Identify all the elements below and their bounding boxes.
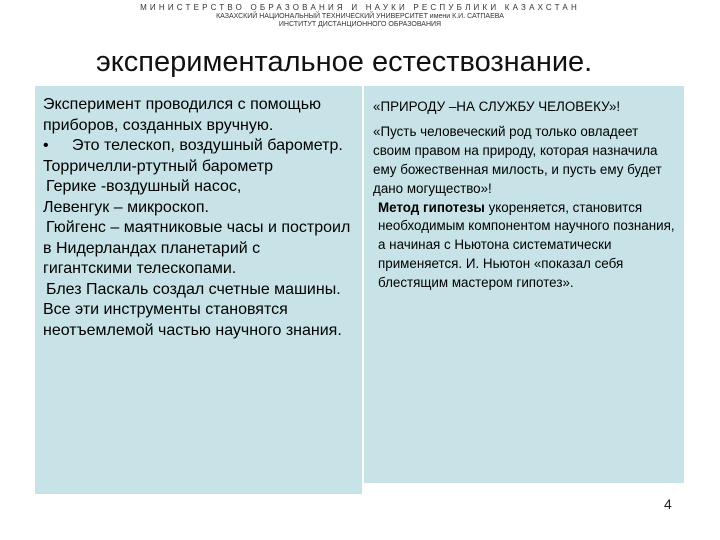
left-text-panel — [35, 86, 362, 494]
ministry-header: МИНИСТЕРСТВО ОБРАЗОВАНИЯ И НАУКИ РЕСПУБЛИКИ КАЗАХСТАН — [140, 3, 580, 12]
institute-header: ИНСТИТУТ ДИСТАНЦИОННОГО ОБРАЗОВАНИЯ — [278, 21, 442, 28]
left-paragraph-1: Эксперимент проводился с помощью приборов, созданных вручную. — [43, 96, 322, 134]
left-paragraph-6: Блез Паскаль создал счетные машины. — [46, 280, 341, 298]
quote-text: «Пусть человеческий род только овладеет своим правом на природу, которая назначила ему божественная милость, и пусть ему будет дано могущество»! — [373, 123, 662, 196]
left-paragraph-3: Герике -воздушный насос, — [46, 178, 242, 195]
university-header: КАЗАХСКИЙ НАЦИОНАЛЬНЫЙ ТЕХНИЧЕСКИЙ УНИВЕРСИТЕТ имени К.И. САТПАЕВА — [216, 13, 504, 20]
left-paragraph-4: Левенгук – микроскоп. — [43, 198, 209, 216]
page-number: 4 — [664, 496, 672, 512]
left-paragraph-2: Торричелли-ртутный барометр — [43, 157, 273, 175]
method-text: укореняется, становится необходимым компонентом научного познания, а начиная с Ньютона систематически применяется. И. Ньютон «показал себя блестящим мастером гипотез». — [378, 199, 675, 291]
bullet-text: Это телескоп, воздушный барометр. — [72, 137, 343, 154]
right-text-panel — [364, 86, 684, 483]
slide-title: экспериментальное естествознание. — [96, 46, 593, 78]
left-paragraph-7: Все эти инструменты становятся неотъемлемой частью научного знания. — [43, 301, 342, 339]
method-paragraph — [373, 199, 676, 294]
left-paragraph-5: Гюйгенс – маятниковые часы и построил в Нидерландах планетарий с гигантскими телескопами. — [43, 219, 351, 277]
left-bullet-item — [43, 136, 352, 157]
method-term: Метод гипотезы — [378, 199, 485, 215]
slogan-text: «ПРИРОДУ –НА СЛУЖБУ ЧЕЛОВЕКУ»! — [373, 99, 621, 114]
bullet-dot-icon: • — [43, 137, 49, 154]
